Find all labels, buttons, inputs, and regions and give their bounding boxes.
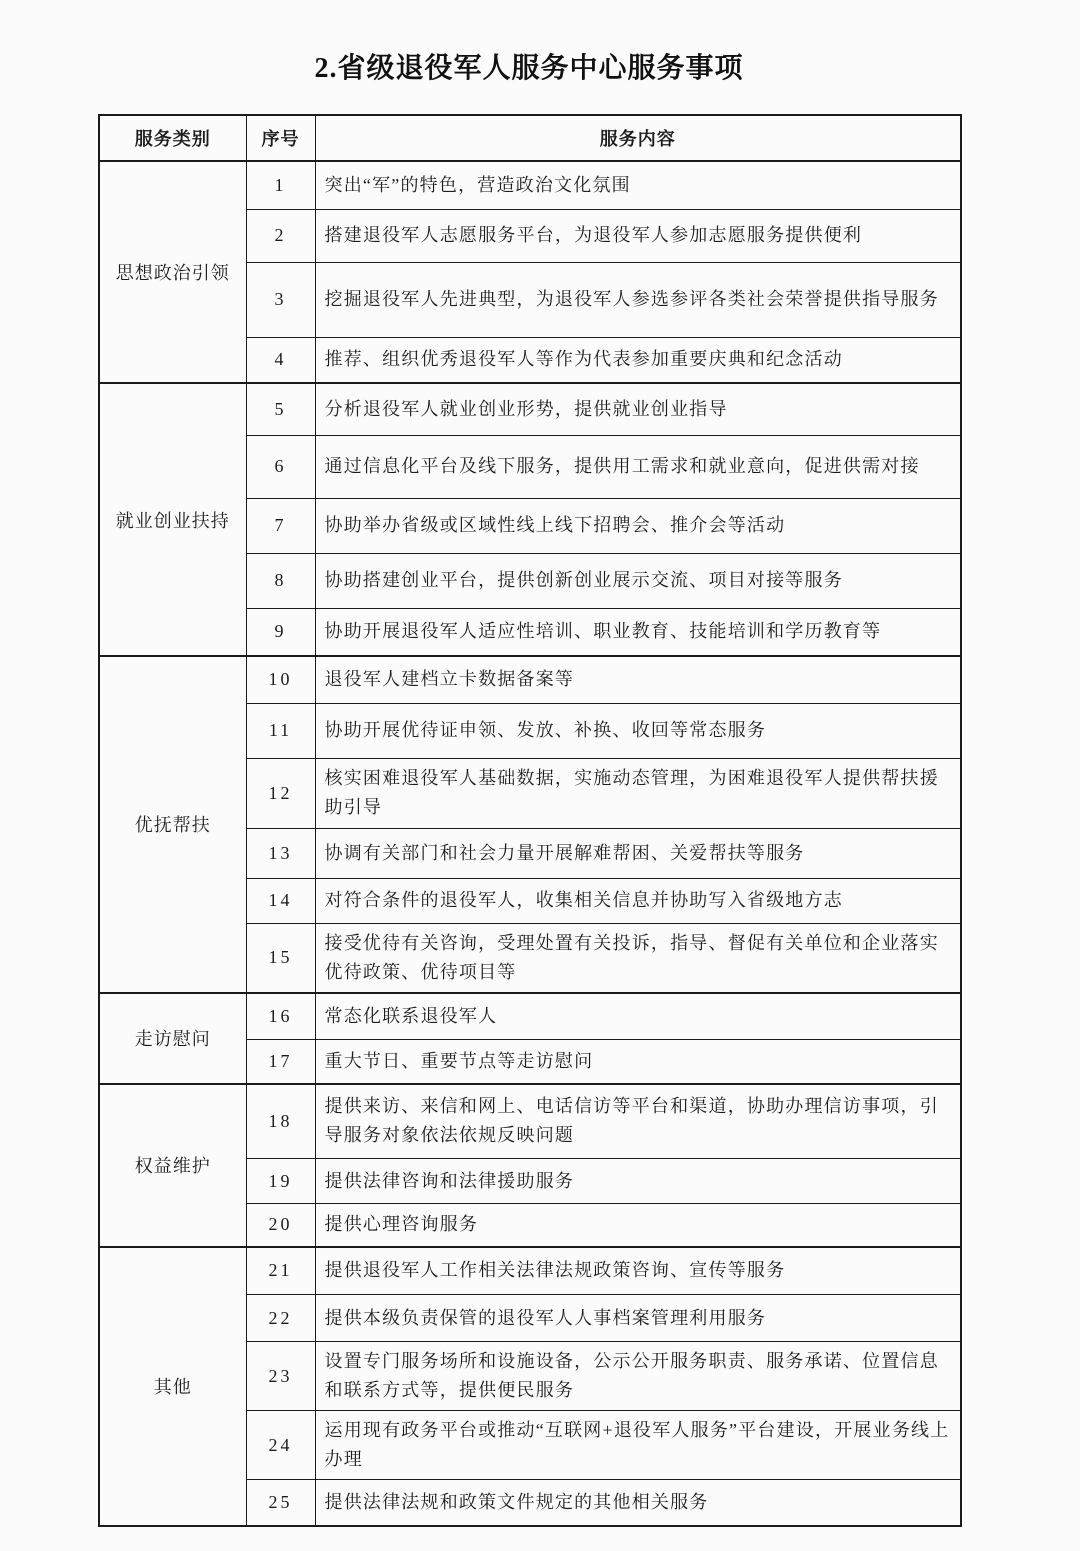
row-number: 13	[246, 828, 315, 878]
row-content: 提供法律咨询和法律援助服务	[315, 1159, 961, 1204]
row-content: 突出“军”的特色，营造政治文化氛围	[315, 161, 961, 209]
row-number: 6	[246, 435, 315, 498]
header-service-content: 服务内容	[315, 115, 961, 161]
row-number: 8	[246, 553, 315, 608]
row-number: 12	[246, 758, 315, 828]
row-number: 4	[246, 337, 315, 383]
header-serial-number: 序号	[246, 115, 315, 161]
row-content: 核实困难退役军人基础数据，实施动态管理，为困难退役军人提供帮扶援助引导	[315, 758, 961, 828]
page-title: 2.省级退役军人服务中心服务事项	[314, 53, 744, 84]
row-number: 10	[246, 656, 315, 703]
category-cell: 权益维护	[99, 1084, 246, 1247]
row-content: 协调有关部门和社会力量开展解难帮困、关爱帮扶等服务	[315, 828, 961, 878]
row-content: 协助开展退役军人适应性培训、职业教育、技能培训和学历教育等	[315, 608, 961, 656]
row-content: 对符合条件的退役军人，收集相关信息并协助写入省级地方志	[315, 878, 961, 923]
row-content: 分析退役军人就业创业形势，提供就业创业指导	[315, 383, 961, 435]
row-number: 1	[246, 161, 315, 209]
row-number: 5	[246, 383, 315, 435]
row-content: 协助举办省级或区域性线上线下招聘会、推介会等活动	[315, 498, 961, 553]
row-number: 2	[246, 209, 315, 262]
row-content: 运用现有政务平台或推动“互联网+退役军人服务”平台建设，开展业务线上办理	[315, 1411, 961, 1480]
category-cell: 就业创业扶持	[99, 383, 246, 656]
row-content: 常态化联系退役军人	[315, 993, 961, 1040]
category-cell: 其他	[99, 1247, 246, 1526]
row-content: 提供法律法规和政策文件规定的其他相关服务	[315, 1480, 961, 1526]
table-row	[99, 993, 961, 1040]
table-row	[99, 161, 961, 209]
row-number: 16	[246, 993, 315, 1040]
row-number: 15	[246, 923, 315, 993]
header-service-category: 服务类别	[99, 115, 246, 161]
row-number: 7	[246, 498, 315, 553]
header-row	[99, 115, 961, 161]
row-content: 协助开展优待证申领、发放、补换、收回等常态服务	[315, 703, 961, 758]
row-content: 提供退役军人工作相关法律法规政策咨询、宣传等服务	[315, 1247, 961, 1295]
table-row	[99, 656, 961, 703]
row-number: 17	[246, 1040, 315, 1084]
service-items-table	[98, 114, 962, 1527]
row-content: 提供心理咨询服务	[315, 1204, 961, 1247]
category-cell: 思想政治引领	[99, 161, 246, 383]
table-row	[99, 1247, 961, 1295]
row-number: 25	[246, 1480, 315, 1526]
table-row	[99, 1084, 961, 1159]
table-row	[99, 383, 961, 435]
row-content: 挖掘退役军人先进典型，为退役军人参选参评各类社会荣誉提供指导服务	[315, 262, 961, 337]
row-number: 21	[246, 1247, 315, 1295]
row-number: 14	[246, 878, 315, 923]
row-number: 9	[246, 608, 315, 656]
row-content: 提供来访、来信和网上、电话信访等平台和渠道，协助办理信访事项，引导服务对象依法依规反映问题	[315, 1084, 961, 1159]
row-number: 11	[246, 703, 315, 758]
row-number: 22	[246, 1295, 315, 1342]
row-number: 23	[246, 1342, 315, 1411]
row-content: 重大节日、重要节点等走访慰问	[315, 1040, 961, 1084]
row-content: 推荐、组织优秀退役军人等作为代表参加重要庆典和纪念活动	[315, 337, 961, 383]
row-number: 3	[246, 262, 315, 337]
row-content: 接受优待有关咨询，受理处置有关投诉，指导、督促有关单位和企业落实优待政策、优待项目等	[315, 923, 961, 993]
row-content: 提供本级负责保管的退役军人人事档案管理利用服务	[315, 1295, 961, 1342]
row-content: 退役军人建档立卡数据备案等	[315, 656, 961, 703]
row-number: 20	[246, 1204, 315, 1247]
row-content: 设置专门服务场所和设施设备，公示公开服务职责、服务承诺、位置信息和联系方式等，提供便民服务	[315, 1342, 961, 1411]
row-number: 18	[246, 1084, 315, 1159]
row-number: 19	[246, 1159, 315, 1204]
row-content: 通过信息化平台及线下服务，提供用工需求和就业意向，促进供需对接	[315, 435, 961, 498]
row-content: 协助搭建创业平台，提供创新创业展示交流、项目对接等服务	[315, 553, 961, 608]
category-cell: 优抚帮扶	[99, 656, 246, 993]
row-content: 搭建退役军人志愿服务平台，为退役军人参加志愿服务提供便利	[315, 209, 961, 262]
category-cell: 走访慰问	[99, 993, 246, 1084]
row-number: 24	[246, 1411, 315, 1480]
